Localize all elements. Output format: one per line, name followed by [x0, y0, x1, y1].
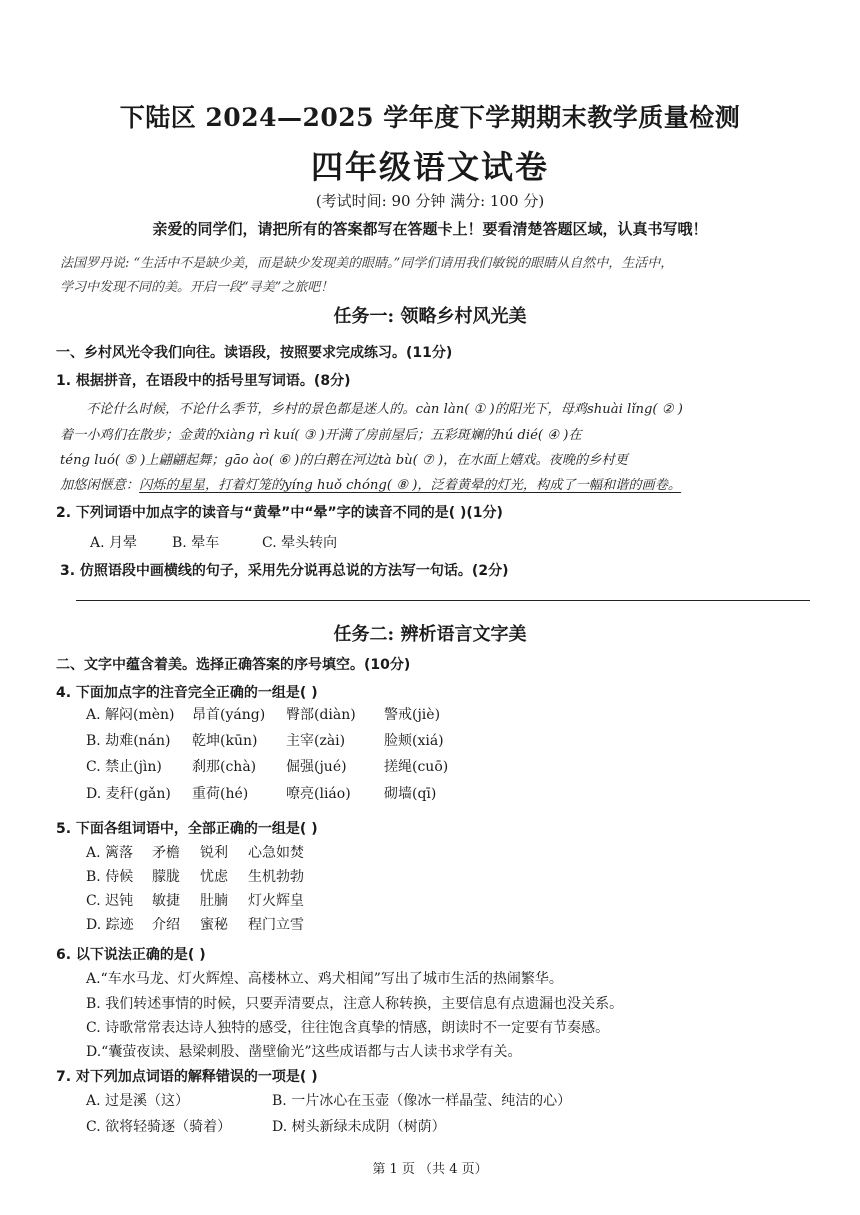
- section-2-heading: 二、文字中蕴含着美。选择正确答案的序号填空。(10分): [56, 657, 411, 673]
- q5-b-3: 忧虑: [200, 869, 228, 885]
- q4-a-3: 臀部(diàn): [286, 707, 356, 723]
- q4-d-1: D. 麦秆(gǎn): [86, 786, 171, 802]
- q4-b-1: B. 劫难(nán): [86, 733, 171, 749]
- question-2-option-a: A. 月晕: [90, 535, 138, 551]
- page-number: 第 1 页 （共 4 页）: [372, 1162, 488, 1177]
- exam-subtitle: 四年级语文试卷: [310, 148, 549, 186]
- q5-a-2: 矛檐: [152, 845, 180, 861]
- q5-c-4: 灯火辉皇: [248, 893, 304, 909]
- passage-line-4-prefix: 加悠闲惬意：: [60, 478, 140, 493]
- q4-a-1: A. 解闷(mèn): [86, 707, 175, 723]
- section-1-heading: 一、乡村风光令我们向往。读语段，按照要求完成练习。(11分): [56, 345, 453, 361]
- q4-c-1: C. 禁止(jìn): [86, 759, 162, 775]
- exam-notice: 亲爱的同学们，请把所有的答案都写在答题卡上！要看清楚答题区域，认真书写哦！: [152, 220, 708, 238]
- q5-d-1: D. 踪迹: [86, 917, 134, 933]
- q4-a-2: 昂首(yáng): [192, 707, 266, 723]
- q5-d-4: 程门立雪: [248, 917, 304, 933]
- q4-b-2: 乾坤(kūn): [192, 733, 258, 749]
- question-5-options: [86, 842, 786, 942]
- question-5-stem: 5. 下面各组词语中，全部正确的一组是( ): [56, 821, 318, 837]
- q5-c-2: 敏捷: [152, 893, 180, 909]
- question-3-stem: 3. 仿照语段中画横线的句子，采用先分说再总说的方法写一句话。(2分): [60, 563, 509, 579]
- q5-a-1: A. 篱落: [86, 845, 134, 861]
- q4-c-4: 搓绳(cuō): [384, 759, 449, 775]
- question-4-options: [86, 704, 786, 814]
- q5-b-4: 生机勃勃: [248, 869, 304, 885]
- q4-a-4: 警戒(jiè): [384, 707, 441, 723]
- q4-b-4: 脸颊(xiá): [384, 733, 444, 749]
- q5-d-3: 蜜秘: [200, 917, 228, 933]
- passage-line-2: 着一小鸡们在散步；金黄的xiàng rì kuí( ③ )开满了房前屋后；五彩斑斓的hú dié( ④ )在: [60, 428, 582, 443]
- q4-d-4: 砌墙(qī): [384, 786, 437, 802]
- question-6-option-d: D.“囊萤夜读、悬梁刺股、凿壁偷光”这些成语都与古人读书求学有关。: [86, 1044, 522, 1060]
- question-6-option-c: C. 诗歌常常表达诗人独特的感受，往往饱含真挚的情感，朗读时不一定要有节奏感。: [86, 1020, 610, 1036]
- q5-b-1: B. 侍候: [86, 869, 134, 885]
- question-7-stem: 7. 对下列加点词语的解释错误的一项是( ): [56, 1069, 318, 1085]
- answer-line: [76, 600, 810, 601]
- question-6-option-a: A.“车水马龙、灯火辉煌、高楼林立、鸡犬相闻”写出了城市生活的热闹繁华。: [86, 971, 563, 987]
- question-4-stem: 4. 下面加点字的注音完全正确的一组是( ): [56, 685, 318, 701]
- q5-d-2: 介绍: [152, 917, 180, 933]
- question-1-stem: 1. 根据拼音，在语段中的括号里写词语。(8分): [56, 373, 351, 389]
- q4-d-3: 嘹亮(liáo): [286, 786, 351, 802]
- q5-c-3: 肚腩: [200, 893, 228, 909]
- task2-title: 任务二: 辨析语言文字美: [333, 624, 527, 645]
- passage-line-3: téng luó( ⑤ )上翩翩起舞；gāo ào( ⑥ )的白鹅在河边tà bù( ⑦ )，在水面上嬉戏。夜晚的乡村更: [60, 453, 628, 468]
- question-7-option-b: B. 一片冰心在玉壶（像冰一样晶莹、纯洁的心）: [272, 1093, 572, 1109]
- passage-line-1: 不论什么时候，不论什么季节，乡村的景色都是迷人的。càn làn( ① )的阳光下，母鸡shuài lǐng( ② ): [86, 402, 683, 417]
- intro-line-2: 学习中发现不同的美。开启一段“寻美”之旅吧！: [60, 280, 334, 295]
- q4-c-3: 倔强(jué): [286, 759, 347, 775]
- question-2-stem: 2. 下列词语中加点字的读音与“黄晕”中“晕”字的读音不同的是( )(1分): [56, 505, 503, 521]
- q5-a-4: 心急如焚: [248, 845, 304, 861]
- exam-info: (考试时间: 90 分钟 满分: 100 分): [315, 192, 545, 210]
- intro-line-1: 法国罗丹说: “生活中不是缺少美，而是缺少发现美的眼睛。”同学们请用我们敏锐的眼睛从自然中，生活中，: [60, 256, 674, 271]
- passage-line-4: [60, 474, 681, 493]
- q4-d-2: 重荷(hé): [192, 786, 249, 802]
- question-7-option-d: D. 树头新绿未成阴（树荫）: [272, 1119, 446, 1135]
- question-2-option-b: B. 晕车: [172, 535, 220, 551]
- q4-c-2: 刹那(chà): [192, 759, 257, 775]
- underlined-sentence: 闪烁的星星，打着灯笼的yíng huǒ chóng( ⑧ )，泛着黄晕的灯光，构成了一幅和谐的画卷。: [139, 478, 682, 493]
- q5-a-3: 锐利: [200, 845, 228, 861]
- question-6-stem: 6. 以下说法正确的是( ): [56, 947, 206, 963]
- question-7-option-a: A. 过是溪（这）: [86, 1093, 190, 1109]
- q5-b-2: 朦胧: [152, 869, 180, 885]
- question-2-option-c: C. 晕头转向: [262, 535, 338, 551]
- question-7-option-c: C. 欲将轻骑逐（骑着）: [86, 1119, 232, 1135]
- question-6-option-b: B. 我们转述事情的时候，只要弄清要点，注意人称转换，主要信息有点遗漏也没关系。: [86, 996, 624, 1012]
- exam-title: 下陆区 2024—2025 学年度下学期期末教学质量检测: [119, 103, 741, 132]
- task1-title: 任务一: 领略乡村风光美: [333, 306, 527, 327]
- q5-c-1: C. 迟钝: [86, 893, 134, 909]
- q4-b-3: 主宰(zài): [286, 733, 346, 749]
